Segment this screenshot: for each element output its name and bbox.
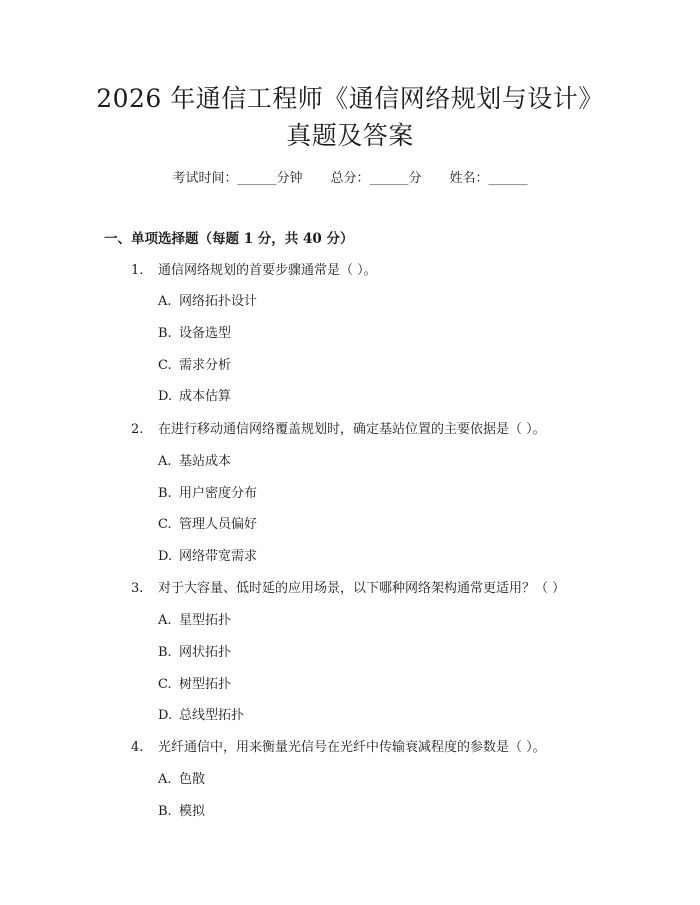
option-letter: A. <box>158 454 172 469</box>
page-title: 2026 年通信工程师《通信网络规划与设计》 <box>96 84 604 113</box>
question-number: 4. <box>131 740 144 755</box>
option-3b <box>158 643 231 663</box>
option-1b <box>158 324 231 344</box>
option-1d <box>158 387 231 407</box>
option-3d <box>158 706 244 726</box>
option-2d <box>158 547 257 567</box>
option-4b <box>158 802 205 822</box>
exam-time-field: 考试时间：______分钟 <box>172 171 303 186</box>
option-letter: A. <box>158 772 172 787</box>
question-3 <box>131 579 565 599</box>
option-letter: B. <box>158 804 172 819</box>
option-letter: A. <box>158 613 172 628</box>
question-text: 在进行移动通信网络覆盖规划时，确定基站位置的主要依据是（ ）。 <box>158 422 546 437</box>
question-2 <box>131 420 546 440</box>
option-2b <box>158 484 257 504</box>
page-subtitle: 真题及答案 <box>286 121 414 150</box>
question-number: 1. <box>131 263 144 278</box>
name-field: 姓名：______ <box>449 171 528 186</box>
option-text: 设备选型 <box>179 326 232 341</box>
option-1c <box>158 356 231 376</box>
option-text: 星型拓扑 <box>179 613 232 628</box>
question-number: 3. <box>131 581 144 596</box>
option-3c <box>158 675 231 695</box>
question-number: 2. <box>131 422 144 437</box>
option-text: 总线型拓扑 <box>179 708 245 723</box>
option-letter: B. <box>158 326 172 341</box>
option-text: 用户密度分布 <box>179 486 258 501</box>
option-text: 需求分析 <box>179 358 232 373</box>
option-text: 管理人员偏好 <box>179 517 258 532</box>
exam-info-line <box>0 170 700 188</box>
question-text: 对于大容量、低时延的应用场景，以下哪种网络架构通常更适用？（ ） <box>158 581 566 596</box>
option-letter: B. <box>158 486 172 501</box>
option-text: 树型拓扑 <box>179 677 232 692</box>
option-letter: C. <box>158 517 172 532</box>
option-letter: C. <box>158 358 172 373</box>
option-letter: D. <box>158 389 173 404</box>
option-letter: D. <box>158 708 173 723</box>
option-text: 网络拓扑设计 <box>179 294 258 309</box>
total-score-field: 总分：______分 <box>330 171 422 186</box>
option-letter: B. <box>158 645 172 660</box>
option-text: 基站成本 <box>179 454 232 469</box>
option-letter: A. <box>158 294 172 309</box>
question-text: 光纤通信中，用来衡量光信号在光纤中传输衰减程度的参数是（ ）。 <box>158 740 546 755</box>
option-text: 网络带宽需求 <box>179 549 258 564</box>
option-text: 模拟 <box>179 804 206 819</box>
option-3a <box>158 611 231 631</box>
option-1a <box>158 292 257 312</box>
question-4 <box>131 738 546 758</box>
option-letter: C. <box>158 677 172 692</box>
question-text: 通信网络规划的首要步骤通常是（ ）。 <box>158 263 377 278</box>
option-text: 网状拓扑 <box>179 645 232 660</box>
option-text: 色散 <box>179 772 206 787</box>
option-2a <box>158 452 231 472</box>
option-4a <box>158 770 205 790</box>
option-letter: D. <box>158 549 173 564</box>
option-2c <box>158 515 257 535</box>
option-text: 成本估算 <box>179 389 232 404</box>
section-heading: 一、单项选择题（每题 1 分，共 40 分） <box>104 231 354 247</box>
question-1 <box>131 261 377 281</box>
